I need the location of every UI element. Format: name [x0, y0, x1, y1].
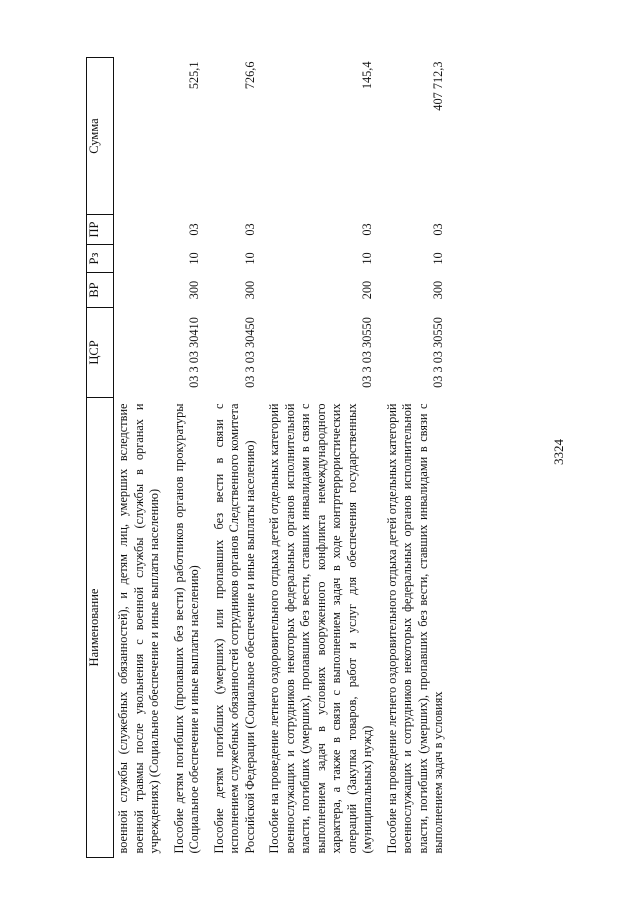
- row-csr: 03 3 03 30550: [431, 317, 445, 388]
- budget-table: [86, 57, 453, 858]
- row-name: военной службы (служебных обязанностей), и детям лиц, умерших вследствие военной травмы после увольнения с военной службы (службы в органах и учреждениях) (Социальное обеспечение и иные выплаты населению): [116, 403, 161, 854]
- row-vr: 300: [187, 280, 201, 300]
- table-row: [264, 58, 382, 858]
- row-rz: 10: [187, 252, 201, 265]
- table-header-row: [87, 58, 114, 858]
- row-sum: 525,1: [187, 61, 201, 90]
- row-csr: [114, 308, 169, 398]
- header-name: Наименование: [87, 398, 114, 858]
- table-row: [114, 58, 169, 858]
- header-vr: ВР: [87, 273, 114, 308]
- header-sum: Сумма: [87, 58, 114, 215]
- row-vr: 300: [431, 280, 445, 300]
- row-rz: 10: [360, 252, 374, 265]
- table-row: [209, 58, 265, 858]
- row-vr: [114, 273, 169, 308]
- row-vr: 300: [242, 280, 257, 300]
- row-pr: 03: [187, 223, 201, 236]
- row-rz: [114, 245, 169, 273]
- row-pr: 03: [242, 223, 257, 236]
- table-row: [169, 58, 209, 858]
- row-sum: 726,6: [242, 61, 257, 90]
- row-csr: 03 3 03 30450: [242, 317, 257, 388]
- row-sum: 407 712,3: [431, 61, 445, 111]
- row-vr: 200: [360, 280, 374, 300]
- row-rz: 10: [431, 252, 445, 265]
- header-pr: ПР: [87, 215, 114, 245]
- budget-table-container: [86, 58, 544, 858]
- row-name: Пособие детям погибших (умерших) или пропавших без вести в связи с исполнением служебных обязанностей сотрудников органов Следственного комитета Российской Федерации (Социальное обеспечение и иные выплаты населению): [211, 403, 257, 854]
- row-sum: 145,4: [360, 61, 374, 90]
- row-name: Пособие детям погибших (пропавших без вести) работников органов прокуратуры (Социальное обеспечение и иные выплаты населению): [171, 403, 201, 854]
- header-csr: ЦСР: [87, 308, 114, 398]
- row-csr: 03 3 03 30550: [360, 317, 374, 388]
- row-pr: 03: [360, 223, 374, 236]
- row-name: Пособие на проведение летнего оздоровительного отдыха детей отдельных категорий военнослужащих и сотрудников некоторых федеральных органов исполнительной власти, погибших (умерших), пропавших без вести, ставших инвалидами в связи с выполнением задач в условиях: [384, 403, 445, 854]
- page-number: 3324: [551, 439, 566, 465]
- row-pr: [114, 215, 169, 245]
- row-rz: 10: [242, 252, 257, 265]
- row-csr: 03 3 03 30410: [187, 317, 201, 388]
- row-pr: 03: [431, 223, 445, 236]
- row-sum: [114, 58, 169, 215]
- table-row: [382, 58, 453, 858]
- header-rz: Рз: [87, 245, 114, 273]
- row-name: Пособие на проведение летнего оздоровительного отдыха детей отдельных категорий военнослужащих и сотрудников некоторых федеральных органов исполнительной власти, погибших (умерших), пропавших без вести, ставших инвалидами в связи с выполнением задач в условиях вооруженного конфликта немеждународного характера, а также в связи с выполнением задач в ходе контртеррористических операций (Закупка товаров, работ и услуг для обеспечения государственных (муниципальных) нужд): [267, 403, 374, 854]
